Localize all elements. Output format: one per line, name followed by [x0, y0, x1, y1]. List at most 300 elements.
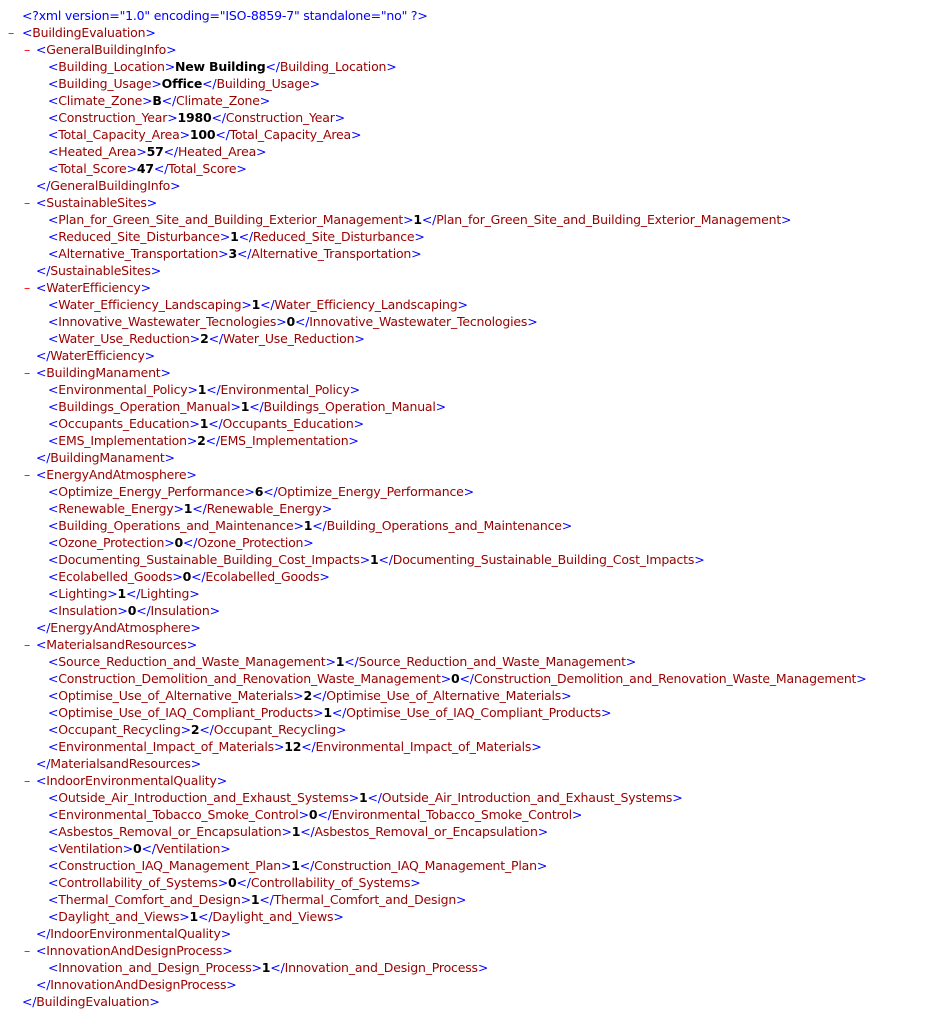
field-line	[0, 58, 939, 75]
tag-bracket: </	[36, 450, 51, 466]
field-tag-name: Optimise_Use_of_IAQ_Compliant_Products	[58, 705, 314, 721]
field-tag-name: Building_Location	[58, 59, 165, 75]
field-line	[0, 704, 939, 721]
tag-bracket: >	[359, 552, 370, 568]
tag-bracket: >	[136, 144, 147, 160]
section-close-line	[0, 347, 939, 364]
field-tag-name: Ventilation	[58, 841, 123, 857]
tag-bracket: </	[259, 892, 274, 908]
element-name: GeneralBuildingInfo	[50, 178, 171, 194]
tag-bracket: >	[222, 943, 233, 959]
tag-bracket: >	[170, 178, 181, 194]
field-tag-name: Water_Use_Reduction	[58, 331, 190, 347]
tag-bracket: >	[164, 450, 175, 466]
tag-bracket: >	[440, 671, 452, 687]
field-close-tag-name: Renewable_Energy	[206, 501, 322, 517]
tag-bracket: </	[260, 297, 275, 313]
section-open-line	[0, 466, 939, 483]
field-element	[48, 823, 548, 840]
element-name: EnergyAndAtmosphere	[50, 620, 191, 636]
field-tag-name: Renewable_Energy	[58, 501, 174, 517]
tag-bracket: <	[48, 552, 59, 568]
tag-bracket: >	[140, 280, 151, 296]
field-line	[0, 908, 939, 925]
xml-declaration: <?xml version="1.0" encoding="ISO-8859-7" standalone="no" ?>	[22, 8, 428, 23]
tag-bracket: </	[153, 161, 169, 177]
element-close-tag	[36, 177, 180, 194]
field-element	[48, 143, 266, 160]
tag-bracket: </	[191, 569, 206, 585]
section-collapse-toggle[interactable]: –	[23, 637, 31, 653]
tag-bracket: </	[367, 790, 382, 806]
field-element	[48, 687, 571, 704]
field-close-tag-name: Water_Efficiency_Landscaping	[274, 297, 458, 313]
field-value: 1	[199, 416, 209, 432]
tag-bracket: </	[331, 705, 347, 721]
tag-bracket: </	[36, 756, 51, 772]
tag-bracket: <	[48, 858, 59, 874]
field-element	[48, 109, 345, 126]
tag-bracket: </	[202, 76, 217, 92]
field-line	[0, 840, 939, 857]
tag-bracket: </	[183, 535, 198, 551]
tag-bracket: </	[238, 229, 253, 245]
field-line	[0, 568, 939, 585]
tag-bracket: </	[208, 331, 223, 347]
field-value: 100	[189, 127, 216, 143]
field-value: 6	[254, 484, 264, 500]
field-line	[0, 245, 939, 262]
tag-bracket: <	[48, 59, 59, 75]
field-line	[0, 126, 939, 143]
field-close-tag-name: Optimise_Use_of_Alternative_Materials	[326, 688, 562, 704]
tag-bracket: >	[410, 875, 421, 891]
tag-bracket: </	[141, 841, 156, 857]
tag-bracket: >	[625, 654, 637, 670]
field-tag-name: Asbestos_Removal_or_Encapsulation	[58, 824, 282, 840]
field-tag-name: Lighting	[58, 586, 108, 602]
tag-bracket: <	[48, 807, 59, 823]
tag-bracket: </	[22, 994, 37, 1010]
section-close-line	[0, 449, 939, 466]
tag-bracket: </	[311, 688, 327, 704]
field-line	[0, 398, 939, 415]
xml-declaration-line	[0, 8, 939, 24]
tag-bracket: </	[270, 960, 285, 976]
tag-bracket: >	[217, 875, 229, 891]
field-close-tag-name: Outside_Air_Introduction_and_Exhaust_Systems	[381, 790, 673, 806]
tag-bracket: >	[334, 110, 345, 126]
tag-bracket: <	[48, 569, 59, 585]
field-element	[48, 874, 421, 891]
tag-bracket: >	[220, 841, 231, 857]
section-open-line	[0, 772, 939, 789]
field-close-tag-name: Controllability_of_Systems	[250, 875, 411, 891]
tag-bracket: <	[48, 399, 59, 415]
field-value: 1	[335, 654, 345, 670]
tag-bracket: <	[36, 467, 47, 483]
field-close-tag-name: Ecolabelled_Goods	[205, 569, 320, 585]
field-value: 1	[197, 382, 207, 398]
field-element	[48, 704, 611, 721]
tag-bracket: >	[349, 382, 360, 398]
element-open-tag	[36, 942, 233, 959]
field-close-tag-name: Alternative_Transportation	[251, 246, 412, 262]
tag-bracket: >	[403, 212, 414, 228]
section-collapse-toggle[interactable]: –	[23, 42, 31, 58]
section-collapse-toggle[interactable]: –	[23, 773, 31, 789]
element-name: IndoorEnvironmentalQuality	[50, 926, 221, 942]
field-tag-name: Optimise_Use_of_Alternative_Materials	[58, 688, 294, 704]
element-open-tag	[36, 636, 197, 653]
tag-bracket: </	[36, 620, 51, 636]
field-element	[48, 245, 421, 262]
field-value: 0	[228, 875, 237, 891]
field-line	[0, 415, 939, 432]
tag-bracket: >	[186, 433, 198, 449]
tag-bracket: </	[236, 246, 252, 262]
tag-bracket: </	[163, 144, 178, 160]
tag-bracket: <	[22, 25, 33, 41]
field-close-tag-name: Daylight_and_Views	[212, 909, 334, 925]
tag-bracket: >	[179, 127, 190, 143]
tag-bracket: >	[281, 824, 292, 840]
field-close-tag-name: Construction_Demolition_and_Renovation_Waste_Management	[473, 671, 857, 687]
tag-bracket: >	[561, 518, 573, 534]
tag-bracket: >	[173, 501, 184, 517]
tag-bracket: >	[189, 416, 200, 432]
section-open-line	[0, 194, 939, 211]
field-tag-name: Climate_Zone	[58, 93, 143, 109]
tag-bracket: >	[353, 416, 364, 432]
field-line	[0, 806, 939, 823]
field-line	[0, 602, 939, 619]
tag-bracket: >	[354, 331, 365, 347]
root-open-line	[0, 24, 939, 41]
field-tag-name: Construction_Year	[58, 110, 168, 126]
element-name: IndoorEnvironmentalQuality	[46, 773, 217, 789]
field-tag-name: Occupant_Recycling	[58, 722, 181, 738]
field-line	[0, 160, 939, 177]
section-open-line	[0, 364, 939, 381]
tag-bracket: >	[281, 858, 292, 874]
field-value: B	[152, 93, 162, 109]
field-element	[48, 483, 474, 500]
field-close-tag-name: Documenting_Sustainable_Building_Cost_Impacts	[392, 552, 695, 568]
field-close-tag-name: Occupant_Recycling	[213, 722, 337, 738]
tag-bracket: >	[348, 790, 359, 806]
field-value: 1	[291, 824, 301, 840]
tag-bracket: </	[459, 671, 474, 687]
tag-bracket: >	[117, 603, 128, 619]
element-name: MaterialsandResources	[50, 756, 191, 772]
element-open-tag	[22, 24, 156, 41]
tag-bracket: >	[309, 76, 320, 92]
field-line	[0, 500, 939, 517]
section-close-line	[0, 976, 939, 993]
field-value: 1	[291, 858, 300, 874]
tag-bracket: >	[149, 994, 160, 1010]
tag-bracket: <	[48, 484, 59, 500]
element-open-tag	[36, 279, 151, 296]
tag-bracket: <	[36, 195, 47, 211]
section-collapse-toggle[interactable]: –	[23, 195, 31, 211]
tag-bracket: <	[36, 637, 47, 653]
tag-bracket: >	[190, 620, 201, 636]
section-collapse-toggle[interactable]: –	[23, 365, 31, 381]
field-line	[0, 959, 939, 976]
field-line	[0, 211, 939, 228]
tag-bracket: >	[273, 739, 285, 755]
tag-bracket: >	[219, 229, 231, 245]
section-close-line	[0, 925, 939, 942]
tag-bracket: </	[192, 501, 207, 517]
tag-bracket: </	[421, 212, 437, 228]
tag-bracket: >	[463, 484, 474, 500]
field-element	[48, 160, 247, 177]
section-close-line	[0, 619, 939, 636]
tag-bracket: >	[150, 263, 161, 279]
field-line	[0, 313, 939, 330]
field-element	[48, 602, 220, 619]
tag-bracket: <	[48, 297, 59, 313]
field-element	[48, 857, 547, 874]
tag-bracket: >	[144, 348, 155, 364]
tag-bracket: <	[48, 433, 59, 449]
field-close-tag-name: Ozone_Protection	[197, 535, 304, 551]
field-tag-name: Innovative_Wastewater_Tecnologies	[58, 314, 277, 330]
tag-bracket: >	[256, 144, 267, 160]
tag-bracket: >	[536, 858, 548, 874]
field-close-tag-name: Construction_Year	[225, 110, 335, 126]
tag-bracket: <	[48, 688, 59, 704]
tag-bracket: <	[48, 76, 59, 92]
tag-bracket: </	[249, 399, 264, 415]
tag-bracket: >	[414, 229, 425, 245]
field-tag-name: EMS_Implementation	[58, 433, 187, 449]
field-line	[0, 75, 939, 92]
tag-bracket: <	[48, 416, 59, 432]
tag-bracket: </	[236, 875, 251, 891]
tag-bracket: </	[263, 484, 278, 500]
tag-bracket: >	[411, 246, 422, 262]
tag-bracket: <	[48, 824, 59, 840]
field-line	[0, 823, 939, 840]
tag-bracket: >	[571, 807, 583, 823]
tag-bracket: <	[48, 671, 59, 687]
tag-bracket: <	[48, 705, 59, 721]
tag-bracket: >	[350, 127, 362, 143]
tag-bracket: <	[48, 841, 59, 857]
field-line	[0, 687, 939, 704]
field-tag-name: Environmental_Tobacco_Smoke_Control	[58, 807, 299, 823]
field-close-tag-name: Ventilation	[155, 841, 221, 857]
root-collapse-toggle[interactable]: –	[7, 25, 15, 41]
field-tag-name: Source_Reduction_and_Waste_Management	[58, 654, 326, 670]
tag-bracket: >	[164, 59, 175, 75]
field-value: 0	[174, 535, 184, 551]
field-value: 1	[183, 501, 193, 517]
field-line	[0, 330, 939, 347]
tag-bracket: </	[215, 127, 230, 143]
tag-bracket: >	[333, 909, 344, 925]
field-element	[48, 534, 314, 551]
tag-bracket: </	[161, 93, 176, 109]
tag-bracket: >	[672, 790, 683, 806]
section-open-line	[0, 279, 939, 296]
element-open-tag	[36, 772, 227, 789]
tag-bracket: >	[336, 722, 347, 738]
element-close-tag	[36, 449, 175, 466]
field-value: 1	[323, 705, 332, 721]
field-tag-name: Total_Capacity_Area	[58, 127, 180, 143]
tag-bracket: </	[36, 977, 51, 993]
section-close-line	[0, 755, 939, 772]
tag-bracket: >	[781, 212, 792, 228]
tag-bracket: <	[48, 161, 59, 177]
tag-bracket: <	[48, 110, 59, 126]
field-close-tag-name: Water_Use_Reduction	[222, 331, 355, 347]
field-element	[48, 670, 867, 687]
element-name: GeneralBuildingInfo	[46, 42, 167, 58]
tag-bracket: >	[145, 25, 156, 41]
element-close-tag	[36, 925, 231, 942]
field-element	[48, 75, 320, 92]
field-tag-name: Buildings_Operation_Manual	[58, 399, 231, 415]
field-close-tag-name: Total_Score	[168, 161, 237, 177]
field-line	[0, 432, 939, 449]
field-value: 47	[136, 161, 154, 177]
section-collapse-toggle[interactable]: –	[23, 280, 31, 296]
field-close-tag-name: Building_Location	[279, 59, 387, 75]
field-value: 3	[228, 246, 237, 262]
element-name: BuildingEvaluation	[32, 25, 146, 41]
element-open-tag	[36, 364, 171, 381]
element-open-tag	[36, 194, 157, 211]
field-tag-name: Environmental_Impact_of_Materials	[58, 739, 274, 755]
field-value: 0	[308, 807, 318, 823]
tag-bracket: <	[48, 603, 59, 619]
tag-bracket: <	[48, 501, 59, 517]
section-collapse-toggle[interactable]: –	[23, 943, 31, 959]
tag-bracket: >	[216, 773, 227, 789]
tag-bracket: </	[344, 654, 359, 670]
field-element	[48, 517, 572, 534]
field-element	[48, 432, 359, 449]
section-open-line	[0, 942, 939, 959]
field-line	[0, 92, 939, 109]
tag-bracket: >	[189, 586, 200, 602]
tag-bracket: >	[456, 892, 467, 908]
tag-bracket: >	[348, 433, 359, 449]
tag-bracket: <	[48, 144, 59, 160]
field-close-tag-name: Building_Operations_and_Maintenance	[326, 518, 562, 534]
tag-bracket: <	[48, 875, 59, 891]
section-open-line	[0, 41, 939, 58]
tag-bracket: >	[218, 246, 229, 262]
tag-bracket: <	[36, 42, 47, 58]
field-value: 2	[303, 688, 312, 704]
field-close-tag-name: EMS_Implementation	[219, 433, 349, 449]
tag-bracket: >	[190, 756, 202, 772]
field-close-tag-name: Environmental_Impact_of_Materials	[315, 739, 532, 755]
tag-bracket: >	[244, 484, 255, 500]
field-line	[0, 109, 939, 126]
field-tag-name: Alternative_Transportation	[58, 246, 219, 262]
tag-bracket: </	[211, 110, 226, 126]
field-value: 0	[182, 569, 192, 585]
tag-bracket: >	[164, 535, 175, 551]
element-close-tag	[36, 755, 201, 772]
field-line	[0, 483, 939, 500]
field-element	[48, 738, 541, 755]
field-tag-name: Environmental_Policy	[58, 382, 188, 398]
tag-bracket: <	[48, 331, 59, 347]
field-line	[0, 143, 939, 160]
section-collapse-toggle[interactable]: –	[23, 467, 31, 483]
field-value: 1980	[177, 110, 212, 126]
section-close-line	[0, 177, 939, 194]
element-name: WaterEfficiency	[46, 280, 141, 296]
tag-bracket: </	[136, 603, 151, 619]
tag-bracket: >	[321, 501, 333, 517]
field-value: 12	[284, 739, 302, 755]
field-close-tag-name: Thermal_Comfort_and_Design	[273, 892, 457, 908]
tag-bracket: </	[199, 722, 214, 738]
field-tag-name: Daylight_and_Views	[58, 909, 180, 925]
tag-bracket: >	[209, 603, 220, 619]
field-element	[48, 211, 791, 228]
field-tag-name: Ozone_Protection	[58, 535, 165, 551]
tag-bracket: </	[208, 416, 223, 432]
element-name: InnovationAndDesignProcess	[50, 977, 227, 993]
field-line	[0, 381, 939, 398]
tag-bracket: </	[36, 263, 51, 279]
tag-bracket: >	[220, 926, 231, 942]
field-element	[48, 959, 488, 976]
field-line	[0, 789, 939, 806]
element-name: BuildingEvaluation	[36, 994, 150, 1010]
tag-bracket: >	[160, 365, 171, 381]
section-close-line	[0, 262, 939, 279]
field-value: 2	[197, 433, 206, 449]
element-name: BuildingManament	[46, 365, 161, 381]
field-element	[48, 92, 270, 109]
tag-bracket: >	[259, 93, 271, 109]
tag-bracket: </	[206, 382, 221, 398]
tag-bracket: >	[230, 399, 241, 415]
tag-bracket: >	[561, 688, 572, 704]
field-element	[48, 806, 582, 823]
root-close-line	[0, 993, 939, 1010]
field-tag-name: Reduced_Site_Disturbance	[58, 229, 220, 245]
field-value: 2	[200, 331, 209, 347]
field-value: 0	[451, 671, 460, 687]
tag-bracket: >	[251, 960, 262, 976]
tag-bracket: </	[300, 824, 315, 840]
field-element	[48, 891, 466, 908]
tag-bracket: >	[319, 569, 330, 585]
tag-bracket: <	[48, 739, 59, 755]
tag-bracket: >	[179, 909, 190, 925]
field-value: Office	[161, 76, 203, 92]
field-close-tag-name: Optimise_Use_of_IAQ_Compliant_Products	[346, 705, 601, 721]
field-tag-name: Total_Score	[58, 161, 127, 177]
field-line	[0, 534, 939, 551]
tag-bracket: <	[48, 586, 59, 602]
field-line	[0, 296, 939, 313]
tag-bracket: >	[276, 314, 287, 330]
